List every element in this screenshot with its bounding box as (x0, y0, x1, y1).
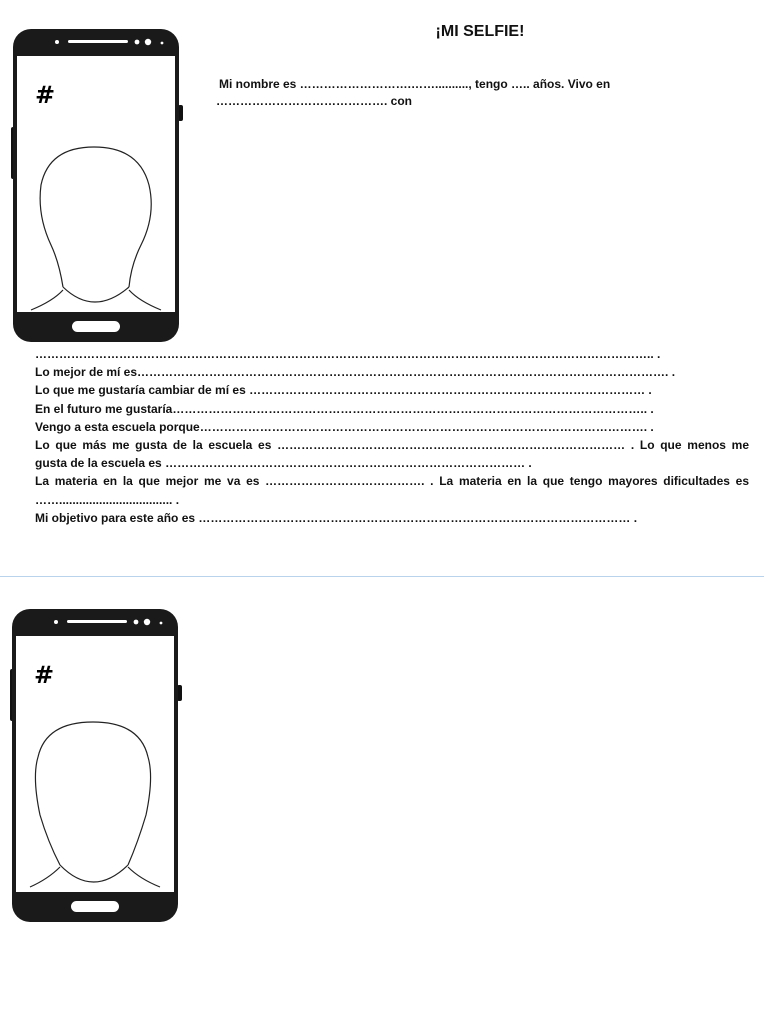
form-line: Lo mejor de mí es……………………………………………………………………………………………………………………. . (35, 365, 676, 380)
smartphone-icon (11, 27, 183, 345)
form-line: Lo que me gustaría cambiar de mí es ……………………………………………………………………………………… . (35, 383, 652, 398)
form-line: En el futuro me gustaría……………………………………………………………………………………………………….. . (35, 401, 654, 416)
form-lines (35, 345, 749, 527)
form-line: Vengo a esta escuela porque…………………………………………………………………………………………………. . (35, 419, 654, 434)
form-line: ……………………………………………………………………………………………………………………………………….. . (35, 347, 661, 361)
form-line: La materia en la que mejor me va es …………………………………. . La materia en la que tengo mayores dificultades es …….................................. . (35, 474, 749, 507)
form-line: Mi objetivo para este año es ……………………………………………………………………………………………… . (35, 510, 638, 525)
smartphone-icon (10, 607, 182, 925)
intro-text: Mi nombre es ……………………….…….........., tengo ….. años. Vivo en ……………………………………. con (216, 77, 611, 108)
hashtag-label: # (35, 81, 56, 109)
form-line: Lo que más me gusta de la escuela es …………………………………………………………………………… . Lo que menos me gusta de la escuela es ……………………………………………………………………………… . (35, 438, 749, 471)
page-title: ¡MI SELFIE! (435, 23, 525, 40)
section-divider (0, 576, 764, 577)
phone-frame-top (11, 27, 183, 345)
hashtag-label: # (34, 661, 55, 689)
phone-frame-bottom (10, 607, 182, 925)
